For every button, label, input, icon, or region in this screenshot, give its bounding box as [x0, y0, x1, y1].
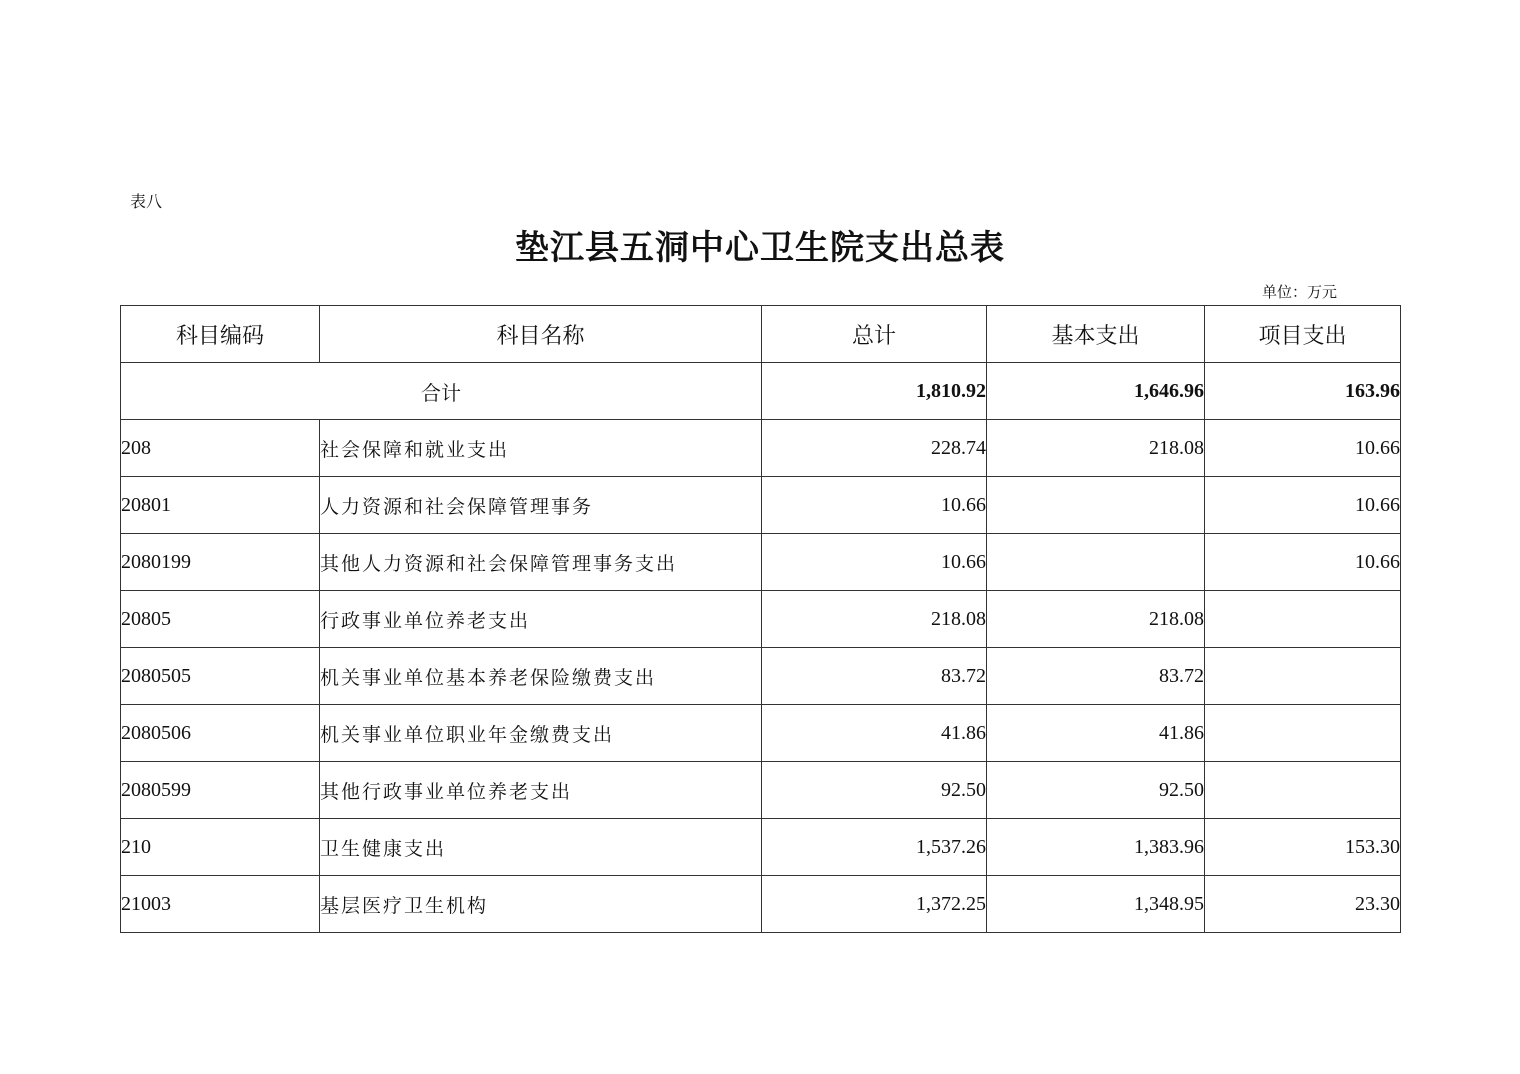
table-row	[121, 705, 1401, 762]
row-name: 其他行政事业单位养老支出	[320, 762, 762, 819]
summary-basic: 1,646.96	[987, 363, 1205, 420]
row-code: 2080506	[121, 705, 320, 762]
row-name: 人力资源和社会保障管理事务	[320, 477, 762, 534]
row-code: 2080505	[121, 648, 320, 705]
row-name: 社会保障和就业支出	[320, 420, 762, 477]
row-total: 92.50	[762, 762, 987, 819]
table-number: 表八	[130, 192, 163, 211]
row-code: 20805	[121, 591, 320, 648]
summary-row	[121, 363, 1401, 420]
row-project	[1205, 591, 1401, 648]
row-project: 23.30	[1205, 876, 1401, 933]
row-project	[1205, 648, 1401, 705]
row-project	[1205, 705, 1401, 762]
header-name: 科目名称	[320, 306, 762, 363]
header-total: 总计	[762, 306, 987, 363]
table-row	[121, 762, 1401, 819]
summary-project: 163.96	[1205, 363, 1401, 420]
row-total: 10.66	[762, 534, 987, 591]
row-total: 10.66	[762, 477, 987, 534]
row-basic: 218.08	[987, 591, 1205, 648]
row-code: 210	[121, 819, 320, 876]
row-name: 卫生健康支出	[320, 819, 762, 876]
row-total: 218.08	[762, 591, 987, 648]
row-basic: 218.08	[987, 420, 1205, 477]
row-project	[1205, 762, 1401, 819]
table-row	[121, 420, 1401, 477]
row-basic: 83.72	[987, 648, 1205, 705]
header-project: 项目支出	[1205, 306, 1401, 363]
row-project: 10.66	[1205, 534, 1401, 591]
header-row	[121, 306, 1401, 363]
row-basic	[987, 534, 1205, 591]
row-code: 21003	[121, 876, 320, 933]
row-name: 行政事业单位养老支出	[320, 591, 762, 648]
page-title: 垫江县五洞中心卫生院支出总表	[515, 228, 1005, 268]
row-code: 2080199	[121, 534, 320, 591]
row-project: 153.30	[1205, 819, 1401, 876]
unit-label: 单位：万元	[1262, 283, 1338, 301]
row-name: 机关事业单位职业年金缴费支出	[320, 705, 762, 762]
row-total: 83.72	[762, 648, 987, 705]
table-row	[121, 534, 1401, 591]
row-total: 1,372.25	[762, 876, 987, 933]
row-basic: 1,348.95	[987, 876, 1205, 933]
table-row	[121, 648, 1401, 705]
table-row	[121, 876, 1401, 933]
expenditure-table	[120, 305, 1401, 933]
row-name: 机关事业单位基本养老保险缴费支出	[320, 648, 762, 705]
row-project: 10.66	[1205, 477, 1401, 534]
summary-total: 1,810.92	[762, 363, 987, 420]
row-code: 208	[121, 420, 320, 477]
summary-label: 合计	[121, 363, 762, 420]
row-code: 2080599	[121, 762, 320, 819]
row-total: 41.86	[762, 705, 987, 762]
row-code: 20801	[121, 477, 320, 534]
header-code: 科目编码	[121, 306, 320, 363]
row-basic: 41.86	[987, 705, 1205, 762]
row-total: 1,537.26	[762, 819, 987, 876]
header-basic: 基本支出	[987, 306, 1205, 363]
row-basic: 1,383.96	[987, 819, 1205, 876]
row-name: 其他人力资源和社会保障管理事务支出	[320, 534, 762, 591]
row-name: 基层医疗卫生机构	[320, 876, 762, 933]
table-row	[121, 591, 1401, 648]
table-row	[121, 477, 1401, 534]
row-basic	[987, 477, 1205, 534]
row-project: 10.66	[1205, 420, 1401, 477]
table-row	[121, 819, 1401, 876]
row-basic: 92.50	[987, 762, 1205, 819]
row-total: 228.74	[762, 420, 987, 477]
